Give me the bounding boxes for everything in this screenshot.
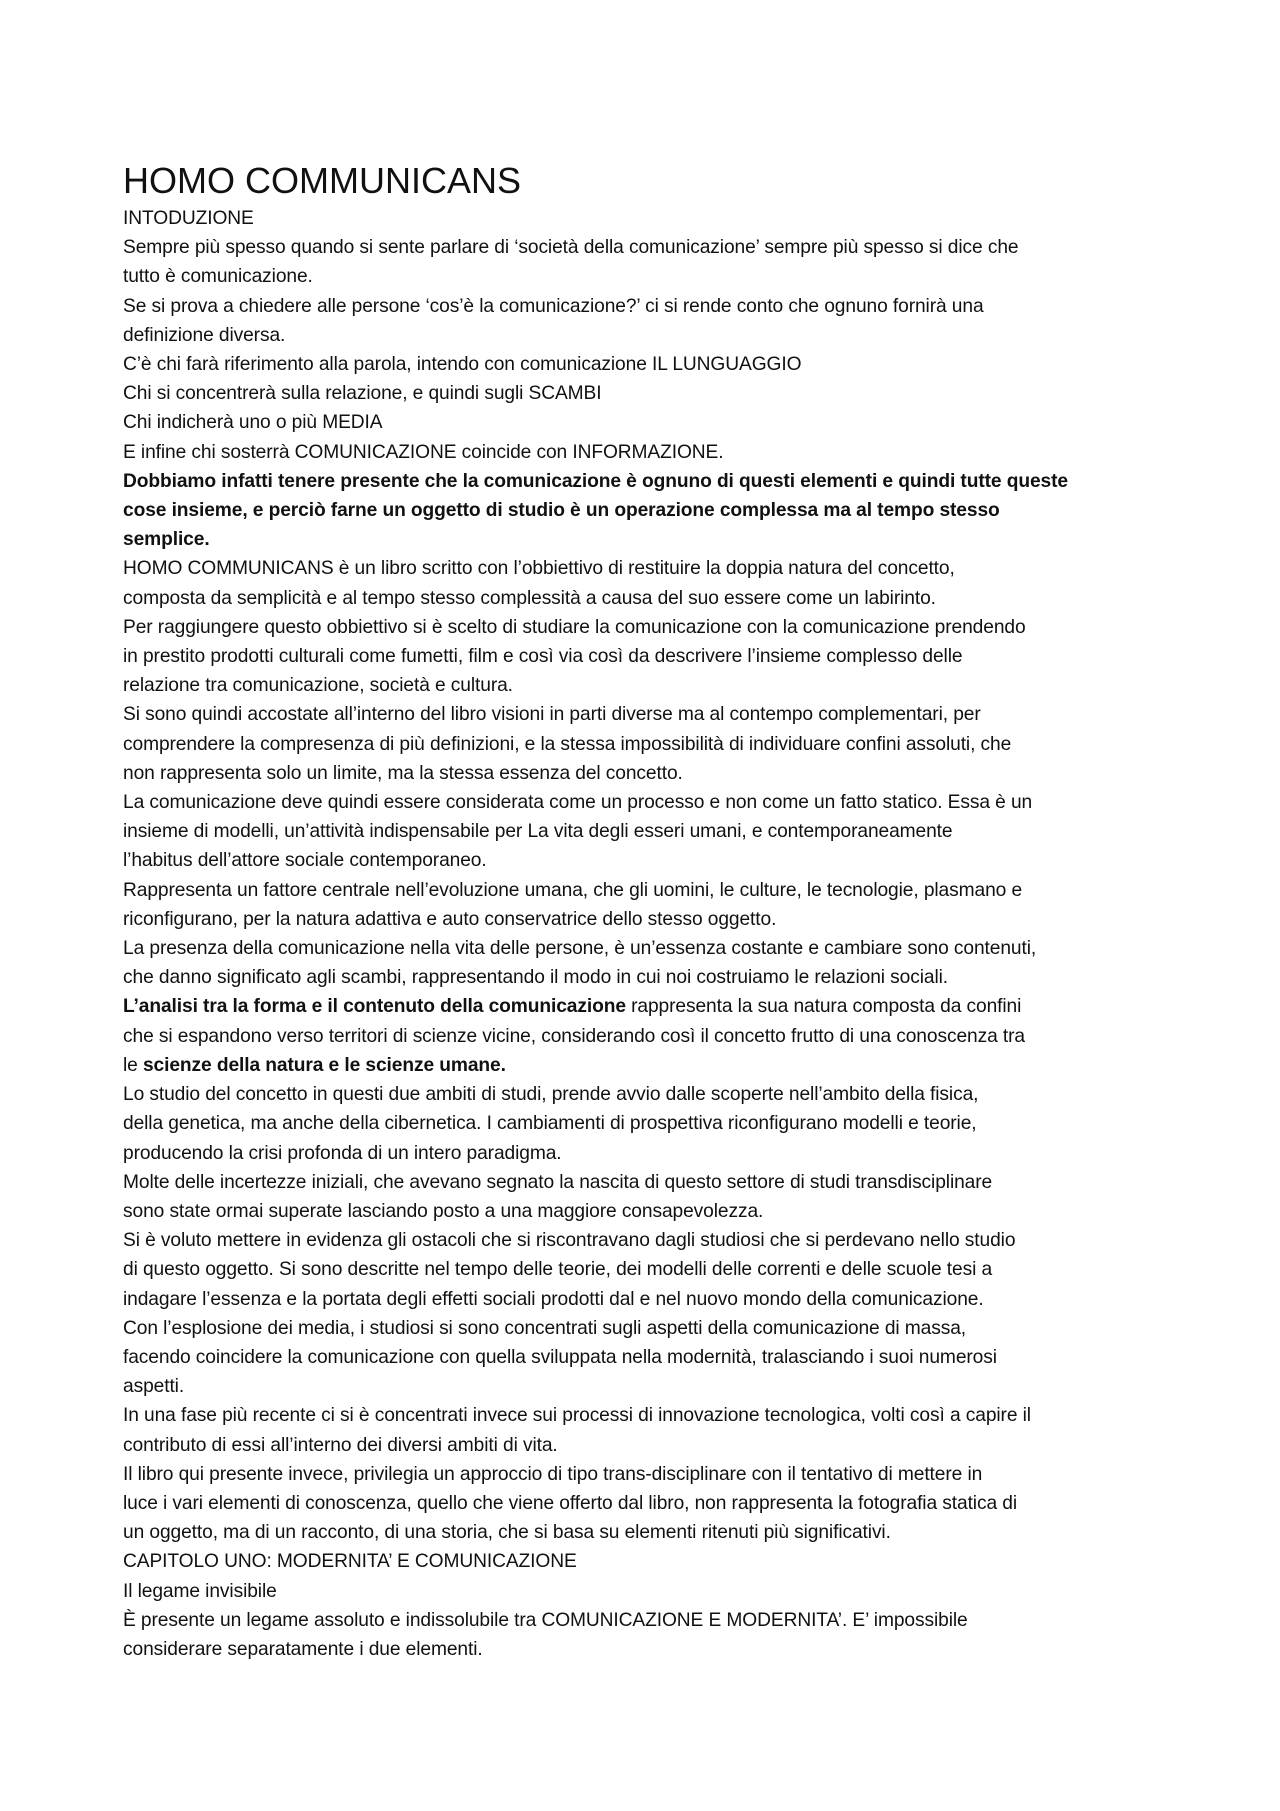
text-run: non rappresenta solo un limite, ma la stessa essenza del concetto. — [123, 762, 683, 784]
text-line — [123, 262, 1173, 291]
text-run: INTODUZIONE — [123, 208, 254, 229]
text-run: Il libro qui presente invece, privilegia un approccio di tipo trans-disciplinare con il tentativo di mettere in — [123, 1463, 983, 1485]
text-line — [123, 613, 1173, 642]
text-line — [123, 584, 1173, 613]
text-run: insieme di modelli, un’attività indispensabile per La vita degli esseri umani, e contemporaneamente — [123, 821, 953, 843]
text-run: Si è voluto mettere in evidenza gli ostacoli che si riscontravano dagli studiosi che si perdevano nello studio — [123, 1230, 1016, 1252]
bold-text: semplice. — [123, 529, 210, 551]
bold-text: cose insieme, e perciò farne un oggetto di studio è un operazione complessa ma al tempo stesso — [123, 500, 1000, 522]
text-line — [123, 1197, 1173, 1226]
text-line — [123, 1372, 1173, 1401]
text-line — [123, 292, 1173, 321]
document-title: HOMO COMMUNICANS — [123, 160, 521, 201]
text-run: definizione diversa. — [123, 324, 286, 346]
text-line — [123, 525, 1173, 554]
text-run: La comunicazione deve quindi essere considerata come un processo e non come un fatto statico. Essa è un — [123, 792, 1033, 814]
text-run: E infine chi sosterrà COMUNICAZIONE coincide con INFORMAZIONE. — [123, 441, 724, 463]
text-line — [123, 846, 1173, 875]
text-line — [123, 1401, 1173, 1430]
text-run: facendo coincidere la comunicazione con quella sviluppata nella modernità, tralasciando i suoi numerosi — [123, 1346, 997, 1368]
text-line — [123, 496, 1173, 525]
text-line — [123, 759, 1173, 788]
text-run: che si espandono verso territori di scienze vicine, considerando così il concetto frutto di una conoscenza tra — [123, 1025, 1025, 1047]
text-line — [123, 992, 1173, 1021]
text-line — [123, 438, 1173, 467]
text-run: Rappresenta un fattore centrale nell’evoluzione umana, che gli uomini, le culture, le tecnologie, plasmano e — [123, 879, 1023, 901]
text-run: in prestito prodotti culturali come fumetti, film e così via così da descrivere l’insieme complesso delle — [123, 646, 963, 668]
text-run: della genetica, ma anche della cibernetica. I cambiamenti di prospettiva riconfigurano modelli e teorie, — [123, 1113, 977, 1135]
text-run: Per raggiungere questo obbiettivo si è scelto di studiare la comunicazione con la comunicazione prendendo — [123, 616, 1026, 638]
text-run: La presenza della comunicazione nella vita delle persone, è un’essenza costante e cambiare sono contenuti, — [123, 938, 1037, 960]
text-line — [123, 1547, 1173, 1576]
text-run: composta da semplicità e al tempo stesso complessità a causa del suo essere come un labirinto. — [123, 587, 936, 609]
text-line — [123, 671, 1173, 700]
text-line — [123, 204, 1173, 233]
text-line — [123, 1226, 1173, 1255]
text-line — [123, 905, 1173, 934]
text-line — [123, 233, 1173, 262]
text-run: Se si prova a chiedere alle persone ‘cos’è la comunicazione?’ ci si rende conto che ognuno fornirà una — [123, 295, 984, 317]
text-run: Con l’esplosione dei media, i studiosi si sono concentrati sugli aspetti della comunicazione di massa, — [123, 1317, 967, 1339]
text-line — [123, 934, 1173, 963]
text-run: indagare l’essenza e la portata degli effetti sociali prodotti dal e nel nuovo mondo della comunicazione. — [123, 1288, 984, 1310]
text-run: rappresenta la sua natura composta da confini — [625, 996, 1022, 1018]
text-line — [123, 1489, 1173, 1518]
text-line — [123, 642, 1173, 671]
text-line — [123, 1635, 1173, 1664]
text-line — [123, 1255, 1173, 1284]
text-run: sono state ormai superate lasciando posto a una maggiore consapevolezza. — [123, 1200, 764, 1222]
text-run: Chi si concentrerà sulla relazione, e quindi sugli SCAMBI — [123, 383, 602, 405]
text-run: contributo di essi all’interno dei diversi ambiti di vita. — [123, 1434, 558, 1456]
text-line — [123, 1139, 1173, 1168]
text-line — [123, 876, 1173, 905]
text-line — [123, 1431, 1173, 1460]
text-line — [123, 817, 1173, 846]
text-line — [123, 1606, 1173, 1635]
text-line — [123, 379, 1173, 408]
text-run: Molte delle incertezze iniziali, che avevano segnato la nascita di questo settore di studi transdisciplinare — [123, 1171, 993, 1193]
text-run: riconfigurano, per la natura adattiva e auto conservatrice dello stesso oggetto. — [123, 908, 777, 930]
text-run: C’è chi farà riferimento alla parola, intendo con comunicazione IL LUNGUAGGIO — [123, 354, 802, 376]
bold-text: Dobbiamo infatti tenere presente che la comunicazione è ognuno di questi elementi e quindi tutte queste — [123, 470, 1068, 492]
text-run: comprendere la compresenza di più definizioni, e la stessa impossibilità di individuare confini assoluti, che — [123, 733, 1012, 755]
text-run: Si sono quindi accostate all’interno del libro visioni in parti diverse ma al contempo complementari, per — [123, 704, 981, 726]
text-line — [123, 730, 1173, 759]
text-run: producendo la crisi profonda di un intero paradigma. — [123, 1142, 562, 1164]
text-line — [123, 1518, 1173, 1547]
text-line — [123, 963, 1173, 992]
text-run: Il legame invisibile — [123, 1580, 277, 1602]
text-line — [123, 554, 1173, 583]
text-line — [123, 467, 1173, 496]
document-body — [123, 204, 1173, 1664]
text-run: luce i vari elementi di conoscenza, quello che viene offerto dal libro, non rappresenta la fotografia statica di — [123, 1492, 1017, 1514]
text-line — [123, 700, 1173, 729]
text-line — [123, 788, 1173, 817]
text-run: È presente un legame assoluto e indissolubile tra COMUNICAZIONE E MODERNITA’. E’ impossibile — [123, 1609, 968, 1631]
text-run: un oggetto, ma di un racconto, di una storia, che si basa su elementi ritenuti più significativi. — [123, 1522, 891, 1544]
bold-text: L’analisi tra la forma e il contenuto della comunicazione — [123, 996, 626, 1018]
text-line — [123, 1022, 1173, 1051]
text-run: considerare separatamente i due elementi. — [123, 1638, 483, 1660]
text-run: le — [123, 1054, 143, 1076]
text-run: Lo studio del concetto in questi due ambiti di studi, prende avvio dalle scoperte nell’ambito della fisica, — [123, 1084, 979, 1106]
text-run: tutto è comunicazione. — [123, 266, 313, 288]
text-line — [123, 1080, 1173, 1109]
text-run: relazione tra comunicazione, società e cultura. — [123, 675, 513, 697]
text-run: di questo oggetto. Si sono descritte nel tempo delle teorie, dei modelli delle correnti e delle scuole tesi a — [123, 1259, 993, 1281]
text-run: aspetti. — [123, 1376, 185, 1398]
bold-text: scienze della natura e le scienze umane. — [142, 1054, 506, 1076]
text-run: l’habitus dell’attore sociale contemporaneo. — [123, 850, 487, 872]
text-line — [123, 350, 1173, 379]
text-run: CAPITOLO UNO: MODERNITA’ E COMUNICAZIONE — [123, 1551, 577, 1573]
text-run: Sempre più spesso quando si sente parlare di ‘società della comunicazione’ sempre più spesso si dice che — [123, 237, 1019, 259]
text-line — [123, 1343, 1173, 1372]
text-line — [123, 1168, 1173, 1197]
text-run: HOMO COMMUNICANS è un libro scritto con l’obbiettivo di restituire la doppia natura del concetto, — [123, 558, 955, 580]
text-line — [123, 408, 1173, 437]
text-line — [123, 1577, 1173, 1606]
text-line — [123, 1109, 1173, 1138]
text-line — [123, 1285, 1173, 1314]
text-line — [123, 1314, 1173, 1343]
text-line — [123, 321, 1173, 350]
text-line — [123, 1460, 1173, 1489]
text-line — [123, 1051, 1173, 1080]
text-run: In una fase più recente ci si è concentrati invece sui processi di innovazione tecnologica, volti così a capire il — [123, 1405, 1031, 1427]
text-run: che danno significato agli scambi, rappresentando il modo in cui noi costruiamo le relazioni sociali. — [123, 967, 949, 989]
document-page — [123, 158, 1173, 1664]
text-run: Chi indicherà uno o più MEDIA — [123, 412, 383, 434]
